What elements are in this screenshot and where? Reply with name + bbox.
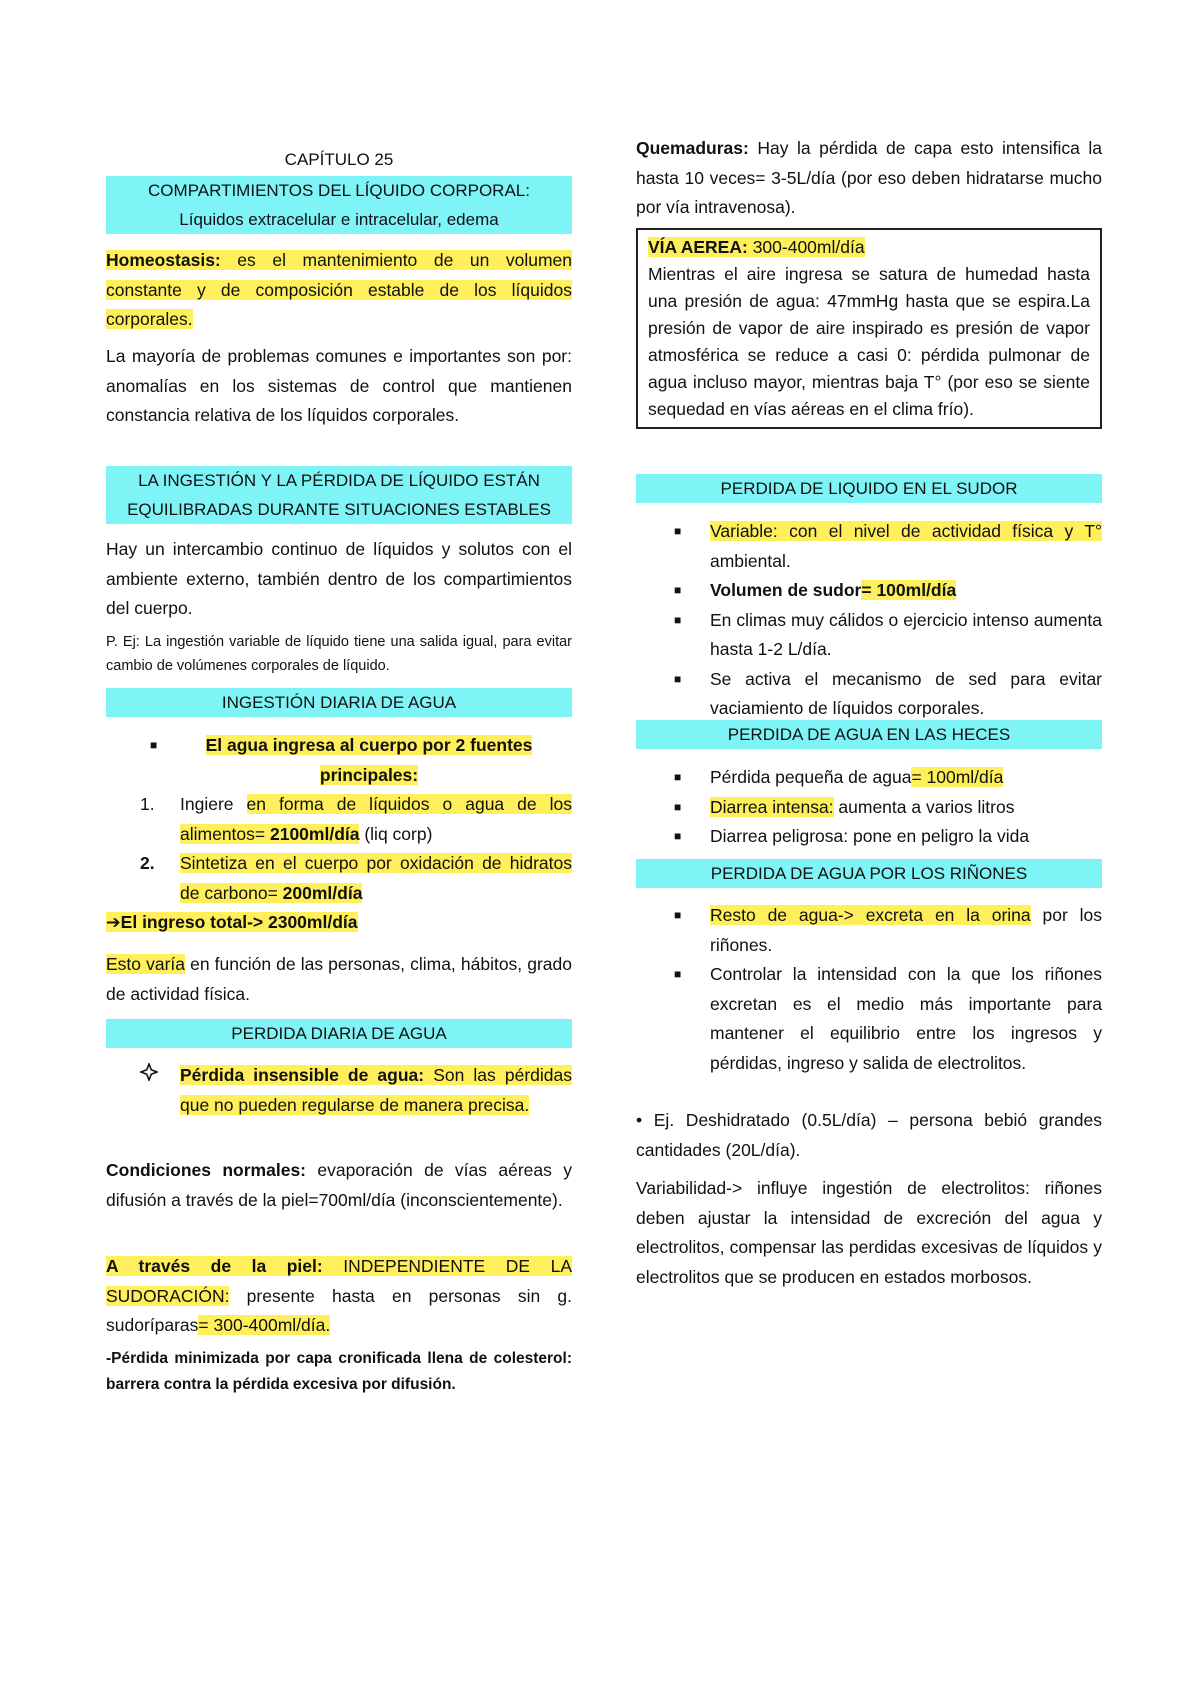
intake-1-highlight: en forma de líquidos o agua de los alimentos= <box>180 794 573 844</box>
minimized-paragraph: -Pérdida minimizada por capa cronificada llena de colesterol: barrera contra la pérdida excesiva por difusión. <box>106 1350 572 1393</box>
sweat-4-text: Se activa el mecanismo de sed para evitar vaciamiento de líquidos corporales. <box>710 668 1102 718</box>
section-header-balance <box>106 466 572 524</box>
intake-1-suffix: (liq corp) <box>359 823 433 844</box>
feces-1-value: = 100ml/día <box>911 767 1004 787</box>
homeostasis-paragraph <box>106 246 572 335</box>
list-item <box>636 606 1102 665</box>
list-item <box>636 793 1102 823</box>
skin-text: presente hasta en personas sin g. sudoríparas <box>106 1285 572 1335</box>
intake-list <box>106 731 572 908</box>
section-header-line: LA INGESTIÓN Y LA PÉRDIDA DE LÍQUIDO ESTÁN <box>138 471 540 490</box>
square-bullet-icon: ■ <box>150 738 158 752</box>
varies-highlight: Esto varía <box>106 954 186 974</box>
sweat-1-highlight: Variable: con el nivel de actividad física y T° <box>710 521 1102 541</box>
kidney-1-text: por los riñones. <box>710 905 1103 955</box>
intake-2-highlight: Sintetiza en el cuerpo por oxidación de hidratos de carbono= <box>180 853 572 903</box>
section-header-line: COMPARTIMIENTOS DEL LÍQUIDO CORPORAL: <box>148 181 530 200</box>
list-item <box>636 517 1102 576</box>
arrow-icon: ➔ <box>106 912 121 932</box>
list-item <box>106 790 572 849</box>
exchange-paragraph: Hay un intercambio continuo de líquidos y solutos con el ambiente externo, también dentro de los compartimientos del cuerpo. <box>106 539 572 618</box>
square-bullet-icon: ■ <box>674 612 682 627</box>
insensible-term: Pérdida insensible de agua: <box>180 1065 425 1085</box>
sweat-list <box>636 517 1102 724</box>
square-bullet-icon: ■ <box>674 908 682 922</box>
dehydrated-paragraph: • Ej. Deshidratado (0.5L/día) – persona bebió grandes cantidades (20L/día). <box>636 1110 1102 1160</box>
airway-term: VÍA AEREA: <box>648 237 748 257</box>
problems-paragraph: La mayoría de problemas comunes e importantes son por: anomalías en los sistemas de control que mantienen constancia relativa de los líquidos corporales. <box>106 346 572 425</box>
section-header-compartments <box>106 176 572 234</box>
sweat-2-value: = 100ml/día <box>861 580 957 600</box>
intake-bullet-text: El agua ingresa al cuerpo por 2 fuentes principales: <box>205 735 533 785</box>
list-item <box>106 849 572 908</box>
sweat-3-text: En climas muy cálidos o ejercicio intenso aumenta hasta 1-2 L/día. <box>710 609 1102 659</box>
loss-list <box>106 1061 572 1120</box>
list-number: 2. <box>140 853 155 873</box>
sweat-1-text: ambiental. <box>710 550 791 571</box>
list-item <box>636 665 1102 724</box>
varies-text: en función de las personas, clima, hábitos, grado de actividad física. <box>106 954 572 1004</box>
list-item <box>636 763 1102 793</box>
burns-paragraph <box>636 134 1102 223</box>
square-bullet-icon: ■ <box>674 524 682 538</box>
homeostasis-definition: es el mantenimiento de un volumen constante y de composición estable de los líquidos corporales. <box>106 250 572 329</box>
section-header-line: EQUILIBRADAS DURANTE SITUACIONES ESTABLES <box>127 500 551 519</box>
skin-highlight: INDEPENDIENTE DE LA SUDORACIÓN: <box>106 1256 572 1306</box>
list-item <box>636 822 1102 852</box>
section-header-kidneys: PERDIDA DE AGUA POR LOS RIÑONES <box>636 859 1102 888</box>
intake-2-value: 200ml/día <box>282 882 363 903</box>
airway-box <box>636 228 1102 429</box>
kidney-1-highlight: Resto de agua-> excreta en la orina <box>710 905 1031 925</box>
square-bullet-icon: ■ <box>674 583 682 597</box>
example-paragraph: P. Ej: La ingestión variable de líquido tiene una salida igual, para evitar cambio de volúmenes corporales de líquido. <box>106 634 572 674</box>
intake-1-value: 2100ml/día <box>269 823 360 844</box>
square-bullet-icon: ■ <box>674 671 682 686</box>
feces-1-text: Pérdida pequeña de agua <box>710 767 912 787</box>
sweat-2-term: Volumen de sudor <box>710 580 862 600</box>
total-intake-text: El ingreso total-> 2300ml/día <box>120 912 358 932</box>
total-intake-line <box>106 908 572 938</box>
burns-text: Hay la pérdida de capa esto intensifica la hasta 10 veces= 3-5L/día (por eso deben hidratarse mucho por vía intravenosa). <box>636 138 1102 217</box>
normal-text: evaporación de vías aéreas y difusión a través de la piel=700ml/día (inconscientemente). <box>106 1160 572 1210</box>
kidney-2-text: Controlar la intensidad con la que los riñones excretan es el medio más importante para mantener el equilibrio entre los ingresos y pérdidas, ingreso y salida de electrolitos. <box>710 964 1102 1073</box>
insensible-text: Son las pérdidas que no pueden regularse de manera precisa. <box>180 1065 572 1115</box>
skin-value: = 300-400ml/día. <box>198 1315 331 1335</box>
list-item <box>636 576 1102 606</box>
list-item <box>106 731 572 790</box>
list-item <box>636 901 1102 960</box>
varies-paragraph <box>106 950 572 1009</box>
airway-value: 300-400ml/día <box>747 237 865 257</box>
section-header-loss: PERDIDA DIARIA DE AGUA <box>106 1019 572 1048</box>
list-number: 1. <box>140 794 155 814</box>
diamond-bullet-icon <box>140 1063 158 1081</box>
feces-2-highlight: Diarrea intensa: <box>710 796 834 817</box>
kidney-list <box>636 901 1102 1078</box>
square-bullet-icon: ■ <box>674 799 682 814</box>
square-bullet-icon: ■ <box>674 967 682 981</box>
section-header-intake: INGESTIÓN DIARIA DE AGUA <box>106 688 572 717</box>
normal-term: Condiciones normales: <box>106 1160 307 1180</box>
section-header-feces: PERDIDA DE AGUA EN LAS HECES <box>636 720 1102 749</box>
burns-term: Quemaduras: <box>636 138 749 158</box>
section-header-sweat: PERDIDA DE LIQUIDO EN EL SUDOR <box>636 474 1102 503</box>
normal-conditions-paragraph <box>106 1156 572 1215</box>
skin-paragraph <box>106 1252 572 1341</box>
feces-list <box>636 763 1102 852</box>
variability-paragraph: Variabilidad-> influye ingestión de electrolitos: riñones deben ajustar la intensidad de excreción del agua y electrolitos, compensar las perdidas excesivas de líquidos y electrolitos que se producen en estados morbosos. <box>636 1178 1102 1287</box>
square-bullet-icon: ■ <box>674 829 682 843</box>
chapter-title: CAPÍTULO 25 <box>284 150 394 169</box>
airway-text: Mientras el aire ingresa se satura de humedad hasta una presión de agua: 47mmHg hasta que se espira.La presión de vapor de aire inspirado es presión de vapor atmosférica se reduce a casi 0: pérdida pulmonar de agua incluso mayor, mientras baja T° (por eso se siente sequedad en vías aéreas en el clima frío). <box>648 264 1090 419</box>
section-header-line: Líquidos extracelular e intracelular, edema <box>179 210 499 229</box>
list-item <box>106 1061 572 1120</box>
airway-title <box>648 234 1090 261</box>
homeostasis-term: Homeostasis: <box>106 250 221 270</box>
intake-1-prefix: Ingiere <box>180 794 247 814</box>
list-item <box>636 960 1102 1078</box>
feces-3-text: Diarrea peligrosa: pone en peligro la vida <box>710 826 1030 846</box>
square-bullet-icon: ■ <box>674 770 682 784</box>
feces-2-text: aumenta a varios litros <box>833 796 1015 817</box>
skin-term: A través de la piel: <box>106 1256 323 1276</box>
